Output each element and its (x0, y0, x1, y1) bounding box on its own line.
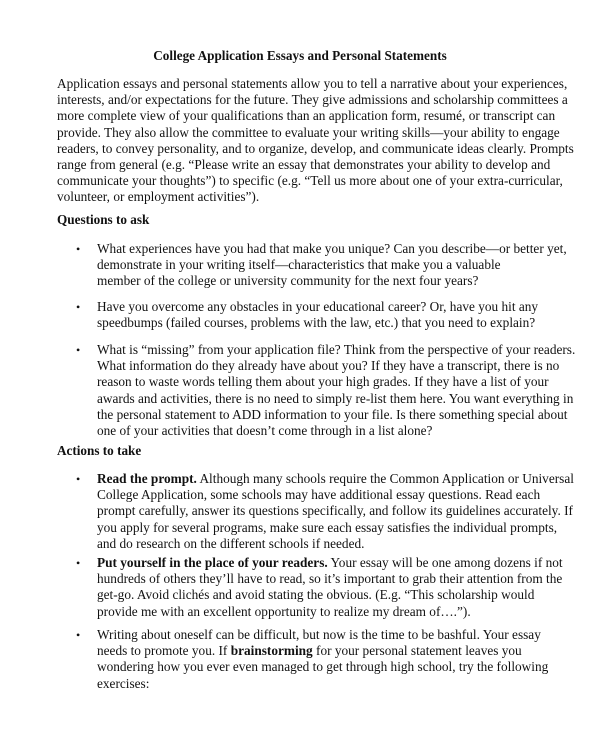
question-line: What is “missing” from your application file? Think from the perspective of your readers. (97, 342, 576, 357)
action-line: wondering how you ever even managed to get through high school, try the following (97, 659, 549, 675)
question-line: demonstrate in your writing itself—characteristics that make you a valuable (97, 257, 501, 273)
action-line (97, 471, 574, 487)
action-item (97, 627, 567, 692)
question-line: What information do they already have about you? If they have a transcript, there is no (97, 358, 560, 374)
action-line: exercises: (97, 675, 150, 691)
intro-line: more complete view of your qualifications than an application form, resumé, or transcript can (57, 108, 556, 124)
question-line: member of the college or university community for the next four years? (97, 273, 479, 289)
action-line (97, 555, 567, 571)
action-line: College Application, some schools may have additional essay questions. Read each (97, 487, 541, 503)
question-item (97, 241, 567, 290)
action-bold-term: brainstorming (230, 643, 313, 659)
bullet-icon: • (76, 628, 81, 642)
action-line: get-go. Avoid clichés and avoid stating the obvious. (E.g. “This scholarship would (97, 587, 535, 603)
action-text: for your personal statement leaves you (312, 643, 522, 659)
action-item (97, 555, 567, 620)
intro-paragraph (57, 76, 574, 206)
action-line: prompt carefully, answer its questions specifically, and follow its guidelines accurately. If (97, 503, 573, 519)
question-line: Have you overcome any obstacles in your educational career? Or, have you hit any (97, 299, 539, 314)
intro-line: provide. They also allow the committee to evaluate your writing skills—your ability to engage (57, 124, 560, 140)
question-line: one of your activities that doesn’t come through in a list alone? (97, 423, 433, 439)
questions-heading: Questions to ask (57, 212, 150, 227)
question-item (97, 299, 567, 331)
bullet-icon: • (76, 472, 81, 486)
action-bold-lead: Put yourself in the place of your readers. (97, 555, 328, 570)
question-line: What experiences have you had that make you unique? Can you describe—or better yet, (97, 241, 567, 256)
action-bold-lead: Read the prompt. (97, 471, 197, 486)
intro-line: volunteer, or employment activities”). (57, 189, 260, 205)
question-item (97, 342, 576, 439)
intro-line: interests, and/or expectations for the future. They give admissions and scholarship committees a (57, 92, 568, 108)
document-title: College Application Essays and Personal Statements (153, 48, 447, 63)
action-line (97, 643, 567, 659)
action-item (97, 471, 574, 552)
intro-line: Application essays and personal statements allow you to tell a narrative about your experiences, (57, 76, 568, 91)
intro-line: range from general (e.g. “Please write an essay that demonstrates your ability to develop and (57, 157, 551, 173)
action-text: needs to promote you. If (97, 643, 231, 659)
action-line: hundreds of others they’ll have to read, so it’s important to grab their attention from the (97, 571, 563, 587)
question-line: the personal statement to ADD information to your file. Is there something special about (97, 406, 568, 422)
action-line: provide me with an excellent opportunity to realize my dream of….”). (97, 603, 471, 619)
bullet-icon: • (76, 343, 81, 357)
action-text: Although many schools require the Common Application or Universal (196, 471, 574, 486)
question-line: reason to waste words telling them about your high grades. If they have a list of your (97, 374, 549, 390)
action-text: Your essay will be one among dozens if not (327, 555, 563, 570)
bullet-icon: • (76, 556, 81, 570)
action-line: you apply for several programs, make sure each essay satisfies the individual prompts, (97, 519, 558, 535)
intro-line: communicate your thoughts”) to specific (e.g. “Tell us more about one of your extra-curricular, (57, 173, 563, 189)
intro-line: readers, to convey personality, and to organize, develop, and communicate ideas clearly. Prompts (57, 140, 574, 156)
actions-heading: Actions to take (57, 443, 142, 458)
action-line: and do research on the different schools if needed. (97, 535, 365, 551)
bullet-icon: • (76, 242, 81, 256)
question-line: awards and activities, there is no need to simply re-list them here. You want everything in (97, 390, 574, 406)
bullet-icon: • (76, 300, 81, 314)
action-line: Writing about oneself can be difficult, but now is the time to be bashful. Your essay (97, 627, 541, 642)
question-line: speedbumps (failed courses, problems with the law, etc.) that you need to explain? (97, 315, 536, 331)
